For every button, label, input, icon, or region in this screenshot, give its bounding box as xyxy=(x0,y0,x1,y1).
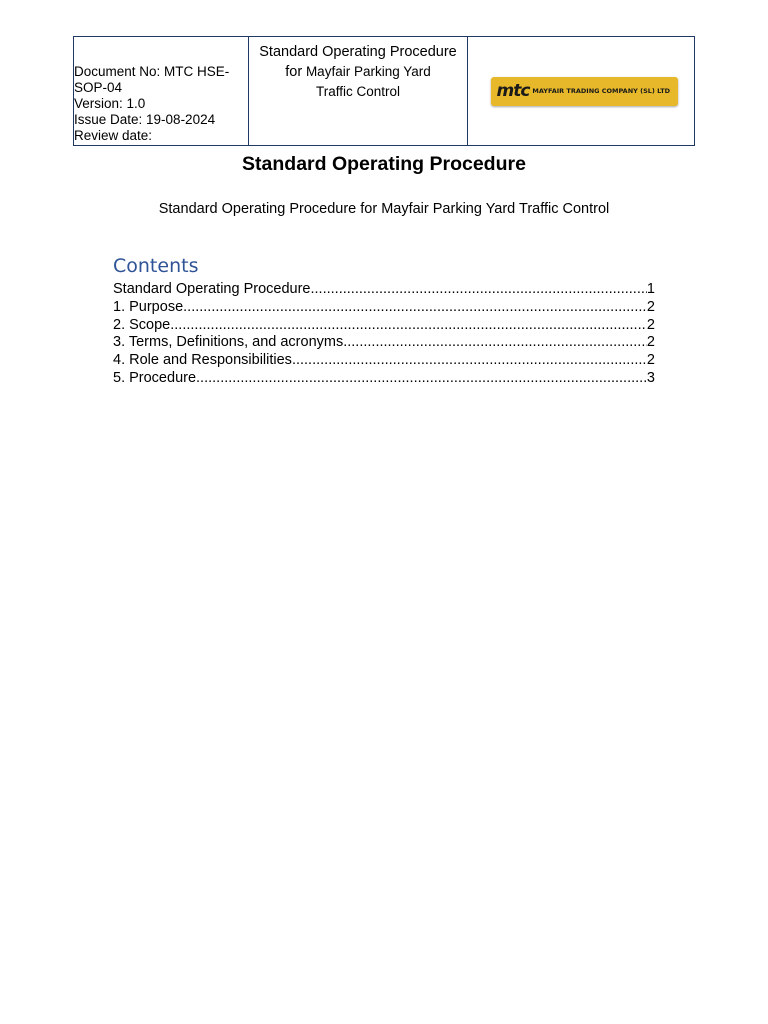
logo-cell xyxy=(467,37,694,145)
logo-mark: mtc xyxy=(496,81,530,101)
toc-entry[interactable] xyxy=(113,370,655,388)
document-title-cell xyxy=(248,37,467,145)
table-of-contents xyxy=(113,281,655,388)
toc-leader-dots xyxy=(183,299,647,317)
toc-entry[interactable] xyxy=(113,299,655,317)
toc-entry-label: 2. Scope xyxy=(113,316,171,333)
page-subtitle: Standard Operating Procedure for Mayfair Parking Yard Traffic Control xyxy=(158,201,610,217)
toc-entry-page: 2 xyxy=(646,298,655,315)
document-version: Version: 1.0 xyxy=(74,96,146,111)
header-title-line3: Traffic Control xyxy=(315,84,401,99)
toc-entry-label: Standard Operating Procedure xyxy=(113,281,311,297)
document-number-line2: SOP-04 xyxy=(74,80,123,95)
page-title: Standard Operating Procedure xyxy=(242,153,526,175)
contents-heading: Contents xyxy=(113,255,199,277)
toc-entry[interactable] xyxy=(113,317,655,335)
logo-company-name: MAYFAIR TRADING COMPANY (SL) LTD xyxy=(532,87,671,95)
toc-entry[interactable] xyxy=(113,281,655,299)
toc-entry[interactable] xyxy=(113,334,655,352)
document-issue-date: Issue Date: 19-08-2024 xyxy=(74,112,216,127)
toc-leader-dots xyxy=(292,352,647,370)
document-number-line1: Document No: MTC HSE- xyxy=(74,64,230,79)
toc-leader-dots xyxy=(170,317,647,335)
toc-entry-page: 1 xyxy=(646,281,655,297)
document-review-date: Review date: xyxy=(74,128,153,143)
toc-leader-dots xyxy=(311,281,647,299)
toc-entry-label: 4. Role and Responsibilities xyxy=(113,352,292,369)
header-title-line1: Standard Operating Procedure xyxy=(259,44,457,60)
toc-entry-label: 3. Terms, Definitions, and acronyms xyxy=(113,334,344,351)
document-meta-cell xyxy=(74,37,248,145)
toc-entry-page: 2 xyxy=(646,316,655,333)
toc-entry-page: 2 xyxy=(646,352,655,369)
toc-entry-label: 1. Purpose xyxy=(113,298,184,315)
header-title-for: for xyxy=(285,64,303,80)
header-title-line2 xyxy=(249,62,467,82)
company-logo xyxy=(491,77,678,106)
toc-entry-label: 5. Procedure xyxy=(113,369,197,386)
header-title-line2-rest: Mayfair Parking Yard xyxy=(305,64,431,79)
toc-entry-page: 3 xyxy=(646,369,655,386)
toc-leader-dots xyxy=(343,334,647,352)
toc-entry[interactable] xyxy=(113,352,655,370)
toc-entry-page: 2 xyxy=(646,334,655,351)
document-header-table xyxy=(73,36,695,146)
toc-leader-dots xyxy=(196,370,647,388)
